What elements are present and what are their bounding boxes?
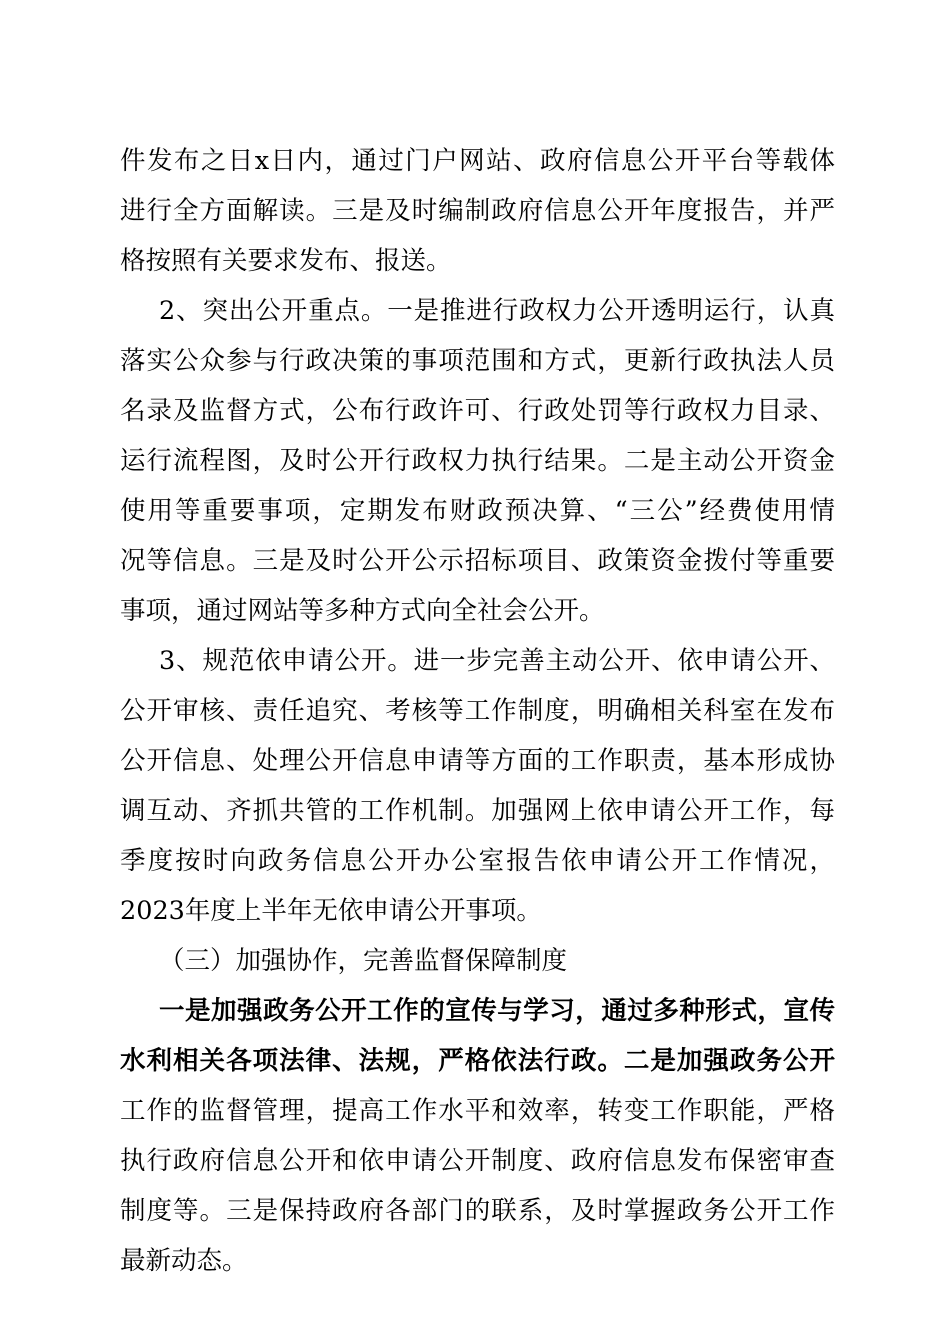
paragraph-4-line-6: 最新动态。 [120, 1246, 248, 1276]
paragraph-2-line-7: 事项，通过网站等多种方式向全社会公开。 [120, 596, 605, 626]
paragraph-4-line-1: 一是加强政务公开工作的宣传与学习，通过多种形式，宣传 [159, 996, 835, 1026]
paragraph-3-line-4: 调互动、齐抓共管的工作机制。加强网上依申请公开工作，每 [120, 796, 835, 826]
paragraph-4-line-3: 工作的监督管理，提高工作水平和效率，转变工作职能，严格 [120, 1096, 835, 1126]
paragraph-2-line-6: 况等信息。三是及时公开公示招标项目、政策资金拨付等重要 [120, 546, 835, 576]
paragraph-3-line-2: 公开审核、责任追究、考核等工作制度，明确相关科室在发布 [120, 696, 835, 726]
paragraph-1-line-1: 件发布之日x日内，通过门户网站、政府信息公开平台等载体 [120, 146, 835, 176]
paragraph-4-line-4: 执行政府信息公开和依申请公开制度、政府信息发布保密审查 [120, 1146, 835, 1176]
paragraph-4-line-5: 制度等。三是保持政府各部门的联系，及时掌握政务公开工作 [120, 1196, 835, 1226]
paragraph-2-line-4: 运行流程图，及时公开行政权力执行结果。二是主动公开资金 [120, 446, 835, 476]
paragraph-2-line-1: 2、突出公开重点。一是推进行政权力公开透明运行，认真 [159, 296, 835, 326]
paragraph-3-line-5: 季度按时向政务信息公开办公室报告依申请公开工作情况， [120, 846, 835, 876]
paragraph-4-line-2: 水利相关各项法律、法规，严格依法行政。二是加强政务公开 [120, 1046, 835, 1076]
paragraph-2-line-2: 落实公众参与行政决策的事项范围和方式，更新行政执法人员 [120, 346, 835, 376]
paragraph-3-line-3: 公开信息、处理公开信息申请等方面的工作职责，基本形成协 [120, 746, 835, 776]
paragraph-2-line-5: 使用等重要事项，定期发布财政预决算、“三公”经费使用情 [120, 496, 835, 526]
paragraph-3-line-6: 2023年度上半年无依申请公开事项。 [120, 896, 542, 926]
paragraph-2-line-3: 名录及监督方式，公布行政许可、行政处罚等行政权力目录、 [120, 396, 835, 426]
paragraph-3-line-1: 3、规范依申请公开。进一步完善主动公开、依申请公开、 [159, 646, 835, 676]
paragraph-1-line-2: 进行全方面解读。三是及时编制政府信息公开年度报告，并严 [120, 196, 835, 226]
section-heading: （三）加强协作，完善监督保障制度 [159, 946, 568, 976]
paragraph-1-line-3: 格按照有关要求发布、报送。 [120, 246, 452, 276]
